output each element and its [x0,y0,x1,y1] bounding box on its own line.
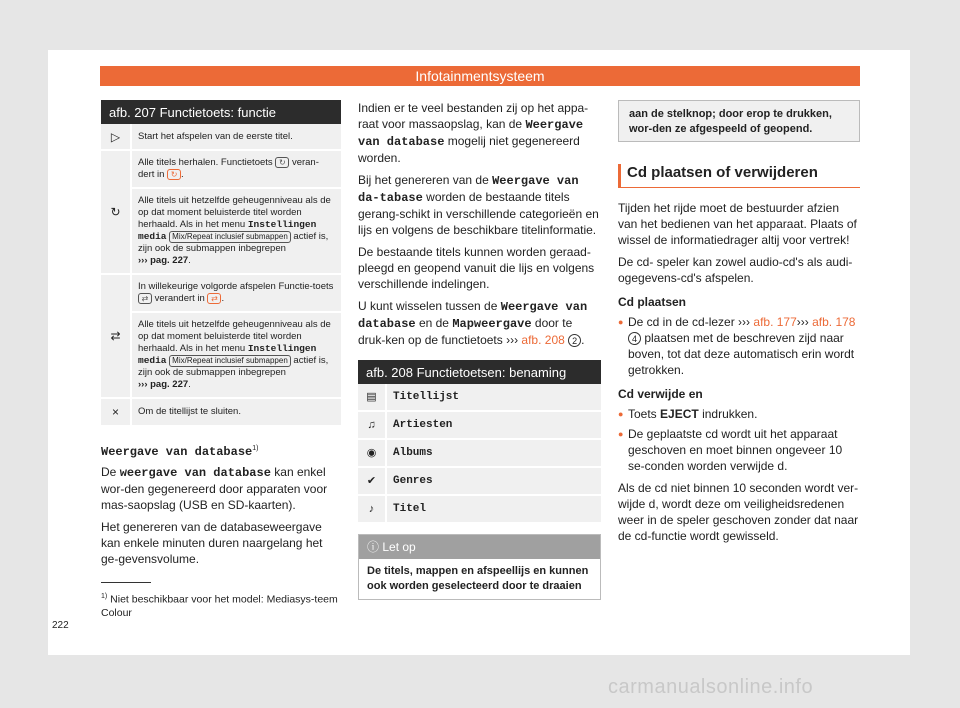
paragraph: De weergave van database kan enkel wor-den gegenereerd door apparaten voor mas-saopslag (USB en SD-kaarten). [101,465,328,513]
watermark: carmanualsonline.info [608,676,814,698]
table-cell: Albums [386,439,601,467]
callout-number: 4 [628,332,641,345]
table-cell: Titel [386,495,601,523]
list-icon: ▤ [358,384,386,411]
repeat-icon: ↻ [101,150,131,274]
note-body: De titels, mappen en afspeellijs en kunnen ook worden geselecteerd door te draaien [367,565,589,592]
album-icon: ◉ [358,439,386,467]
menu-option-chip: Mix/Repeat inclusief submappen [169,355,291,367]
music-note-icon: ♪ [358,495,386,523]
paragraph: Het genereren van de databaseweergave kan enkele minuten duren naargelang het ge-gevensvolume. [101,520,323,567]
column-1 [101,100,341,573]
repeat-icon: ↻ [275,157,289,168]
table-cell: Alle titels uit hetzelfde geheugenniveau als de op dat moment beluisterde titel worden herhaald. Als in het menu Instellingen media Mix/Repeat inclusief submappen actief is, zijn ook de submappen inbegrepen ››› pag. 227. [131,188,341,274]
shuffle-icon: ⇄ [101,274,131,398]
table-cell: Genres [386,467,601,495]
repeat-active-icon: ↻ [167,169,181,180]
info-icon: ⓘ [367,540,380,554]
table-row [358,384,601,411]
close-icon: × [101,398,131,426]
paragraph: Indien er te veel bestanden zij op het appa-raat voor massaopslag, kan de Weergave van database mogelij niet gegenereerd worden. [358,101,589,165]
table-row [101,188,341,274]
section-title: Cd plaatsen of verwijderen [618,164,860,188]
table-cell: In willekeurige volgorde afspelen Functie-toets ⇄ verandert in ⇄ . [131,274,341,312]
table-cell: Om de titellijst te sluiten. [131,398,341,426]
table-cell: Alle titels uit hetzelfde geheugenniveau als de op dat moment beluisterde titel worden herhaald. Als in het menu Instellingen media Mix/Repeat inclusief submappen actief is, zijn ook de submappen inbegrepen ››› pag. 227. [131,312,341,398]
genre-icon: ✔ [358,467,386,495]
table-row [101,124,341,150]
page-number: 222 [52,620,69,631]
table-row [101,312,341,398]
paragraph: De cd- speler kan zowel audio-cd's als audi-ogegevens-cd's afspelen. [618,255,853,285]
paragraph: U kunt wisselen tussen de Weergave van database en de Mapweergave door te druk-ken op de functietoets ››› afb. 208 2 . [358,299,588,347]
paragraph: Als de cd niet binnen 10 seconden wordt ver-wijde d, wordt deze om veiligheidsredenen weer in de speler geschoven zonder dat naar de cd-functie wordt gewisseld. [618,481,859,543]
column-3 [618,100,860,550]
section-header: Infotainmentsysteem [100,66,860,86]
table-2 [358,384,601,524]
footnote-divider [101,582,151,583]
table-row [358,439,601,467]
table-row [358,467,601,495]
artist-icon: ♫ [358,411,386,439]
note-header: ⓘ Let op [359,535,600,559]
table-1 [101,124,341,427]
eject-key-label: EJECT [660,407,699,421]
database-heading: Weergave van database$^{1)}$ [101,445,259,460]
table-1-title: afb. 207 Functietoets: functie [101,100,341,124]
footnote: $^{1)}$ Niet beschikbaar voor het model: Mediasys-teem Colour [101,593,338,619]
menu-option-chip: Mix/Repeat inclusief submappen [169,231,291,243]
column-2 [358,100,601,600]
table-2-title: afb. 208 Functietoetsen: benaming [358,360,601,384]
paragraph: De bestaande titels kunnen worden geraad-pleegd en geopend vanuit die lijs en volgens verschillende indelingen. [358,245,595,291]
paragraph: Bij het genereren van de Weergave van da-tabase worden de bestaande titels gerang-schikt in verschillende categorieën en lijs en volgens de beschikbare titelinformatie. [358,173,599,237]
shuffle-icon: ⇄ [138,293,152,304]
table-cell: Alle titels herhalen. Functietoets ↻ veran-dert in ↻ . [131,150,341,188]
note-continuation-box: aan de stelknop; door erop te drukken, wor-den ze afgespeeld of geopend. [618,100,860,142]
table-row [358,495,601,523]
subheading: Cd plaatsen [618,295,687,309]
table-row [101,274,341,312]
note-box [358,534,601,600]
bullet-item: ● De cd in de cd-lezer ››› afb. 177››› afb. 178 4 plaatsen met de beschreven zijd naar boven, tot dat deze automatisch erin wordt getrokken. [618,314,860,378]
callout-number: 2 [568,334,581,347]
bullet-item: ● De geplaatste cd wordt uit het apparaat geschoven en moet binnen ongeveer 10 se-conden worden verwijde d. [618,426,860,474]
table-cell: Artiesten [386,411,601,439]
table-cell: Start het afspelen van de eerste titel. [131,124,341,150]
table-row [101,150,341,188]
play-icon: ▷ [101,124,131,150]
shuffle-active-icon: ⇄ [207,293,221,304]
table-cell: Titellijst [386,384,601,411]
subheading: Cd verwijde en [618,387,703,401]
table-row [358,411,601,439]
bullet-item: ● Toets EJECT indrukken. [618,406,860,422]
table-row [101,398,341,426]
paragraph: Tijden het rijde moet de bestuurder afzien van het bedienen van het apparaat. Plaats of wissel de informatiedrager altij voor vertrek! [618,201,857,247]
